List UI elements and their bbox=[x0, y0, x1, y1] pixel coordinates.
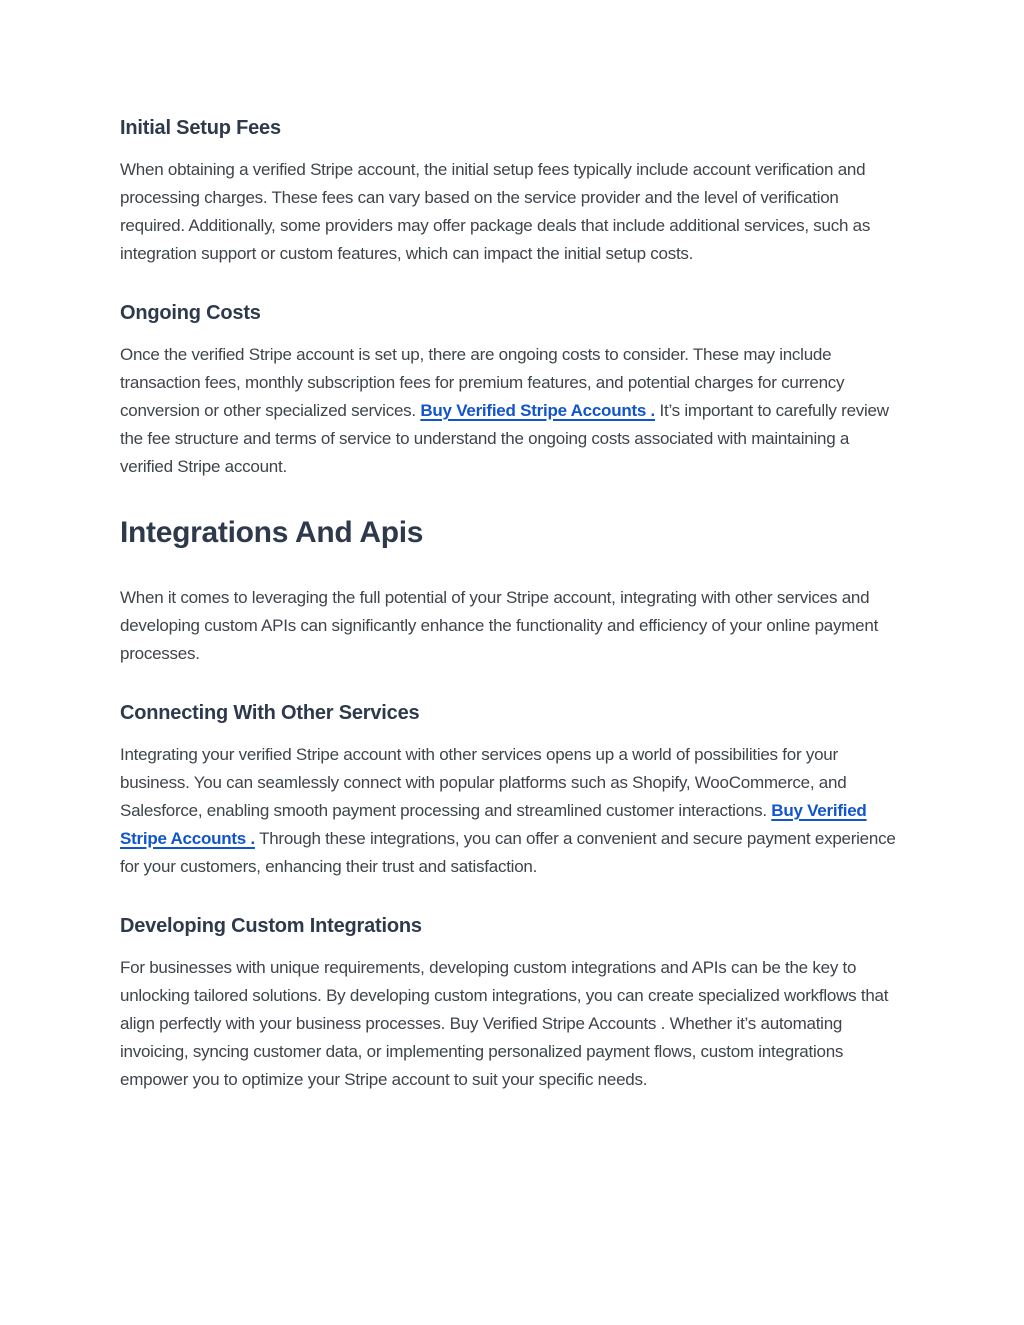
paragraph bbox=[120, 584, 905, 668]
paragraph bbox=[120, 156, 905, 268]
text-run: Through these integrations, you can offer a convenient and secure payment experience for your customers, enhancing their trust and satisfaction. bbox=[120, 829, 896, 876]
text-run: For businesses with unique requirements, developing custom integrations and APIs can be the key to unlocking tailored solutions. By developing custom integrations, you can create specialized workflows that align perfectly with your business processes. Buy Verified Stripe Accounts . Whether it’s automating invoicing, syncing customer data, or implementing personalized payment flows, custom integrations empower you to optimize your Stripe account to suit your specific needs. bbox=[120, 958, 889, 1089]
developing-custom-integrations-heading: Developing Custom Integrations bbox=[120, 915, 422, 937]
text-run: When it comes to leveraging the full potential of your Stripe account, integrating with other services and developing custom APIs can significantly enhance the functionality and efficiency of your online payment processes. bbox=[120, 588, 879, 663]
text-run: Integrating your verified Stripe account with other services opens up a world of possibilities for your business. You can seamlessly connect with popular platforms such as Shopify, WooCommerce, and Salesforce, enabling smooth payment processing and streamlined customer interactions. bbox=[120, 745, 847, 820]
connecting-with-other-services-heading: Connecting With Other Services bbox=[120, 702, 420, 724]
integrations-and-apis-heading: Integrations And Apis bbox=[120, 516, 424, 549]
buy-verified-stripe-accounts-link[interactable]: Buy Verified Stripe Accounts . bbox=[420, 401, 656, 420]
buy-verified-stripe-accounts-link[interactable]: Buy Verified Stripe Accounts . bbox=[120, 801, 867, 848]
paragraph bbox=[120, 341, 905, 481]
paragraph bbox=[120, 954, 905, 1094]
text-run: Once the verified Stripe account is set up, there are ongoing costs to consider. These may include transaction fees, monthly subscription fees for premium features, and potential charges for currency conversion or other specialized services. bbox=[120, 345, 845, 420]
ongoing-costs-heading: Ongoing Costs bbox=[120, 302, 261, 324]
paragraph bbox=[120, 741, 905, 881]
text-run: When obtaining a verified Stripe account, the initial setup fees typically include account verification and processing charges. These fees can vary based on the service provider and the level of verification required. Additionally, some providers may offer package deals that include additional services, such as integration support or custom features, which can impact the initial setup costs. bbox=[120, 160, 871, 263]
document-content bbox=[120, 116, 905, 1094]
initial-setup-fees-heading: Initial Setup Fees bbox=[120, 117, 281, 139]
text-run: It’s important to carefully review the fee structure and terms of service to understand the ongoing costs associated with maintaining a verified Stripe account. bbox=[120, 401, 889, 476]
